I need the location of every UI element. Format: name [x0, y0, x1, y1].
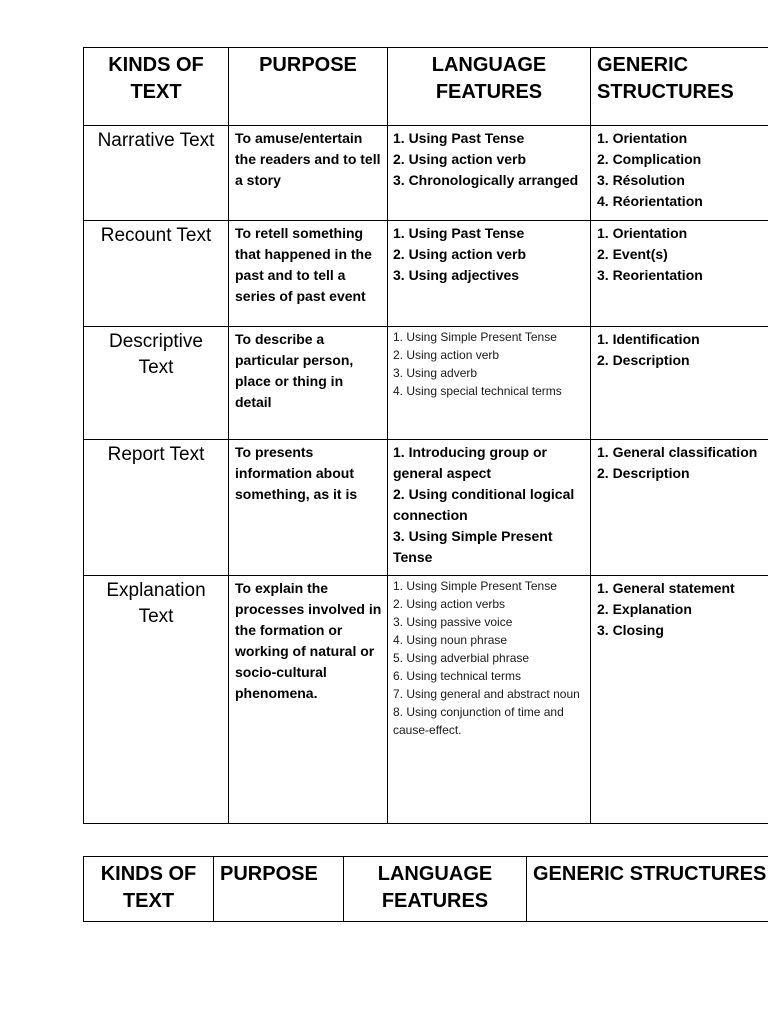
cell-line: Narrative Text — [97, 130, 215, 151]
cell-line: 2. Description — [597, 352, 690, 368]
cell-line: 2. Using action verb — [393, 246, 527, 262]
generic-structures-cell — [591, 576, 768, 824]
cell-line: 5. Using adverbial phrase — [393, 651, 530, 665]
cell-line: Recount Text — [100, 225, 212, 246]
cell-line: 3. Using adjectives — [393, 267, 520, 283]
header-kinds-of-text: KINDS OF TEXT — [84, 48, 229, 126]
cell-line: 4. Using noun phrase — [393, 633, 508, 647]
generic-structures-cell — [591, 440, 768, 576]
cell-line: 3. Using Simple Present Tense — [393, 528, 553, 565]
language-features-cell — [388, 221, 591, 327]
purpose-cell: To amuse/entertain the readers and to tell a story — [229, 126, 388, 221]
header-generic-structures: GENERIC STRUCTURES — [591, 48, 768, 126]
cell-line: 2. Using action verbs — [393, 597, 506, 611]
purpose-cell: To retell something that happened in the past and to tell a series of past event — [229, 221, 388, 327]
cell-line: 2. Explanation — [597, 601, 692, 617]
cell-line: Explanation — [106, 580, 206, 601]
generic-structures-cell — [591, 126, 768, 221]
cell-line: 1. Using Simple Present Tense — [393, 579, 557, 593]
cell-line: 1. Introducing group or general aspect — [393, 444, 547, 481]
cell-line: 3. Résolution — [597, 172, 685, 188]
header-language-features: LANGUAGE FEATURES — [344, 857, 527, 922]
header-purpose: PURPOSE — [229, 48, 388, 126]
kind-cell — [84, 327, 229, 440]
cell-line: 3. Closing — [597, 622, 664, 638]
language-features-cell — [388, 576, 591, 824]
purpose-cell: To explain the processes involved in the formation or working of natural or socio-cultural phenomena. — [229, 576, 388, 824]
table-row — [84, 221, 768, 327]
cell-line: Report Text — [107, 444, 205, 465]
cell-line: 4. Réorientation — [597, 193, 703, 209]
kind-cell — [84, 126, 229, 221]
language-features-cell — [388, 440, 591, 576]
header-language-features: LANGUAGE FEATURES — [388, 48, 591, 126]
cell-line: Descriptive — [109, 331, 203, 352]
header-generic-structures: GENERIC STRUCTURES — [527, 857, 768, 922]
cell-line: 8. Using conjunction of time and cause-effect. — [393, 705, 564, 737]
table-row — [84, 327, 768, 440]
cell-line: 2. Event(s) — [597, 246, 668, 262]
purpose-cell: To describe a particular person, place or thing in detail — [229, 327, 388, 440]
language-features-cell — [388, 327, 591, 440]
cell-line: 3. Chronologically arranged — [393, 172, 579, 188]
cell-line: 7. Using general and abstract noun — [393, 687, 580, 701]
cell-line: 1. Using Past Tense — [393, 130, 525, 146]
kind-cell — [84, 440, 229, 576]
cell-line: 2. Using conditional logical connection — [393, 486, 575, 523]
cell-line: Text — [138, 357, 174, 378]
header-kinds-of-text: KINDS OF TEXT — [84, 857, 214, 922]
cell-line: 1. Orientation — [597, 225, 688, 241]
kind-cell — [84, 221, 229, 327]
table-row — [84, 440, 768, 576]
cell-line: 2. Description — [597, 465, 690, 481]
cell-line: 1. Using Past Tense — [393, 225, 525, 241]
cell-line: 3. Using passive voice — [393, 615, 513, 629]
purpose-cell: To presents information about something, as it is — [229, 440, 388, 576]
cell-line: 6. Using technical terms — [393, 669, 522, 683]
cell-line: 1. Orientation — [597, 130, 688, 146]
header-purpose: PURPOSE — [214, 857, 344, 922]
cell-line: 1. Identification — [597, 331, 700, 347]
cell-line: 1. General classification — [597, 444, 758, 460]
cell-line: 1. General statement — [597, 580, 735, 596]
generic-structures-cell — [591, 327, 768, 440]
cell-line: 3. Using adverb — [393, 366, 478, 380]
table-row — [84, 576, 768, 824]
header-row — [84, 48, 768, 126]
cell-line: 2. Complication — [597, 151, 702, 167]
generic-structures-cell — [591, 221, 768, 327]
cell-line: 4. Using special technical terms — [393, 384, 562, 398]
cell-line: 1. Using Simple Present Tense — [393, 330, 557, 344]
kind-cell — [84, 576, 229, 824]
cell-line: 3. Reorientation — [597, 267, 703, 283]
cell-line: Text — [138, 606, 174, 627]
header-row — [84, 857, 768, 922]
table-row — [84, 126, 768, 221]
cell-line: 2. Using action verb — [393, 151, 527, 167]
language-features-cell — [388, 126, 591, 221]
text-types-table-header-copy — [83, 856, 768, 922]
cell-line: 2. Using action verb — [393, 348, 500, 362]
text-types-table — [83, 47, 768, 824]
